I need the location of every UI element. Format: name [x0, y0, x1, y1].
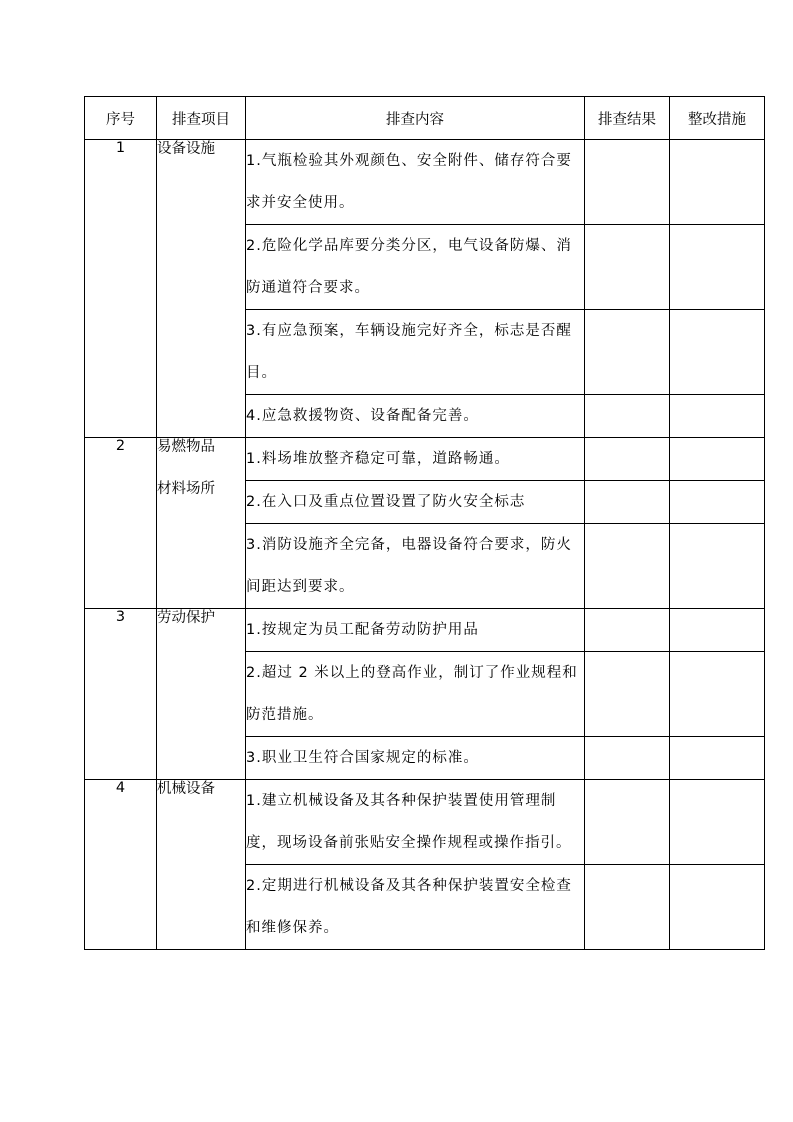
- group-number: 4: [85, 780, 157, 950]
- result-cell[interactable]: [585, 652, 670, 737]
- content-cell: 2.定期进行机械设备及其各种保护装置安全检查和维修保养。: [246, 865, 585, 950]
- table-row: [85, 438, 765, 481]
- content-cell: 1.建立机械设备及其各种保护装置使用管理制度，现场设备前张贴安全操作规程或操作指引。: [246, 780, 585, 865]
- group-item: [157, 609, 246, 780]
- result-cell[interactable]: [585, 225, 670, 310]
- inspection-table: [84, 96, 765, 950]
- header-result: 排查结果: [585, 97, 670, 140]
- group-item-line: 设备设施: [157, 141, 215, 157]
- content-cell: 2.超过 2 米以上的登高作业，制订了作业规程和防范措施。: [246, 652, 585, 737]
- content-cell: 2.危险化学品库要分类分区，电气设备防爆、消防通道符合要求。: [246, 225, 585, 310]
- group-item: [157, 140, 246, 438]
- header-content: 排查内容: [246, 97, 585, 140]
- content-cell: 3.职业卫生符合国家规定的标准。: [246, 737, 585, 780]
- fix-cell[interactable]: [670, 652, 765, 737]
- result-cell[interactable]: [585, 481, 670, 524]
- result-cell[interactable]: [585, 737, 670, 780]
- group-item-line: 劳动保护: [157, 610, 215, 626]
- content-cell: 1.料场堆放整齐稳定可靠，道路畅通。: [246, 438, 585, 481]
- group-number: 1: [85, 140, 157, 438]
- fix-cell[interactable]: [670, 737, 765, 780]
- header-fix: 整改措施: [670, 97, 765, 140]
- fix-cell[interactable]: [670, 438, 765, 481]
- content-cell: 3.消防设施齐全完备，电器设备符合要求，防火间距达到要求。: [246, 524, 585, 609]
- header-item: 排查项目: [157, 97, 246, 140]
- result-cell[interactable]: [585, 524, 670, 609]
- fix-cell[interactable]: [670, 310, 765, 395]
- group-item-line: 材料场所: [157, 481, 215, 497]
- result-cell[interactable]: [585, 140, 670, 225]
- group-item-line: 易燃物品: [157, 439, 215, 455]
- content-cell: 2.在入口及重点位置设置了防火安全标志: [246, 481, 585, 524]
- group-item-line: 机械设备: [157, 781, 215, 797]
- result-cell[interactable]: [585, 780, 670, 865]
- fix-cell[interactable]: [670, 865, 765, 950]
- content-cell: 1.按规定为员工配备劳动防护用品: [246, 609, 585, 652]
- fix-cell[interactable]: [670, 225, 765, 310]
- group-item: [157, 780, 246, 950]
- header-no: 序号: [85, 97, 157, 140]
- fix-cell[interactable]: [670, 609, 765, 652]
- result-cell[interactable]: [585, 395, 670, 438]
- table-row: [85, 780, 765, 865]
- content-cell: 4.应急救援物资、设备配备完善。: [246, 395, 585, 438]
- fix-cell[interactable]: [670, 524, 765, 609]
- fix-cell[interactable]: [670, 395, 765, 438]
- content-cell: 1.气瓶检验其外观颜色、安全附件、储存符合要求并安全使用。: [246, 140, 585, 225]
- result-cell[interactable]: [585, 865, 670, 950]
- fix-cell[interactable]: [670, 140, 765, 225]
- result-cell[interactable]: [585, 310, 670, 395]
- content-cell: 3.有应急预案，车辆设施完好齐全，标志是否醒目。: [246, 310, 585, 395]
- group-number: 3: [85, 609, 157, 780]
- result-cell[interactable]: [585, 438, 670, 481]
- group-number: 2: [85, 438, 157, 609]
- group-item: [157, 438, 246, 609]
- table-row: [85, 140, 765, 225]
- table-row: [85, 609, 765, 652]
- fix-cell[interactable]: [670, 780, 765, 865]
- fix-cell[interactable]: [670, 481, 765, 524]
- result-cell[interactable]: [585, 609, 670, 652]
